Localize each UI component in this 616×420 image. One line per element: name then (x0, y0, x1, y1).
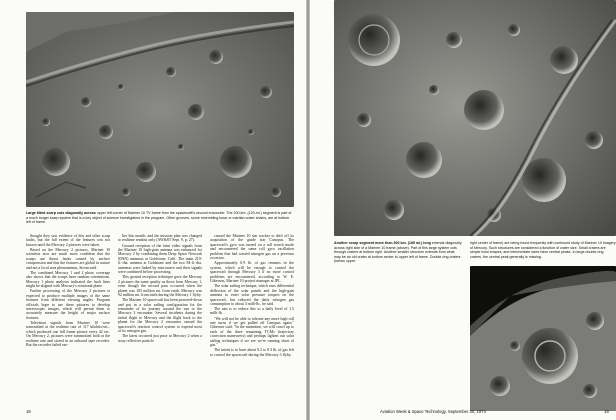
photo-caption-main: Another scarp segment more than 300 km. (185 mi.) long extends diagonally across right side of a Mariner 10 frame (above). Part of this large system cuts through craters at bottom right. Another smaller structure extends from what may be an old crater at bottom center to upper left of frame. Double-ring craters (below, upper (334, 241, 462, 263)
left-page (0, 0, 306, 420)
article-column-2: lier this month, and the mission plan was changed to realtime readout only (AW&ST Sept. 9, p. 27). Ground reception of the faint video signals from the Mariner 10 high-gain antenna was enhanced for Mercury 2 by combining them Deep Space Network (DSN) antennas at Goldstone, Calif. The main 210-ft.-dia. antenna at Goldstone and the two 84-ft.-dia. antennas were linked by microwave and their signals were combined before processing. This ground reception technique gave the Mercury 2 pictures the same quality as those from Mercury 1, even though the second pass occurred when the planet was 105 million mi. from earth. Mercury was 92 million mi. from earth during the Mercury 1 flyby. The Mariner 10 spacecraft has been powered-down and put in a solar sailing configuration for the remainder of its journey around the sun to the Mercury 3 encounter. Several incidents during the initial flight to Mercury and the flight back to the planet for the Mercury 2 encounter caused the spacecraft's reaction control system to expend most of its nitrogen gas. The latest occurred just prior to Mercury 2 when a stray reflective particle (118, 234, 202, 343)
photo-caption: Large tilted scarp cuts diagonally across upper left corner of Mariner 10 TV frame from the spacecraft's second encounter. The 200-km. (120-mi.) segment is part of a much longer scarp system that is a key object of science investigators in the program. Other grooves, some resembling lunar or martian crater chains, are at bottom left of frame. (26, 211, 292, 224)
page-number-left: 18 (26, 409, 31, 414)
article-column-3: caused the Mariner 10 star tracker to drift off its acquisition of the guide star Canopus. The spacecraft's gyro was turned on a roll search mode and encountered the same roll gyro oscillation problem that had wasted nitrogen gas on a previous occasion. Approximately 0.9 lb. of gas remains in the system, which will be enough to control the spacecraft through Mercury 3 if no more control problems are encountered, according to W. E. Giberson, Mariner 10 project manager at JPL. The solar sailing technique, which uses differential deflection of the solar panels and the high-gain antenna to exert solar pressure torques on the spacecraft, has reduced the daily nitrogen gas consumption to about 3 milli-lb., he said. The aim is to reduce this to a daily level of 1.5 milli-lb. "We will not be able to tolerate any more high roll rate turns if we get pulled off Canopus again," Giberson said. "In the meantime, we will crawl up to each of the three remaining TCMs (trajectory correction maneuvers) and perhaps lighten our solar sailing techniques if we see we're running short of gas." The intent is to have about 0.2 to 0.3 lb. of gas left to control the spacecraft during the Mercury 3 flyby. (210, 234, 294, 357)
article-column-1: thought they saw evidence of this and other scarp faults, but the full extent of the features was not known until the Mercury 2 pictures were taken. Based on the Mercury 2 pictures, Mariner 10 scientists now are much more confident that the scarps are thrust faults caused by surface compression and that the features are global in nature and not a local area phenomenon, Strom said. The combined Mercury 1 and 2 photo coverage also shows that the scarps have random orientations. Mercury 1 photo analyses indicated the fault lines might be aligned with Mercury's rotational plane. Further processing of the Mercury 2 pictures is expected to produce multiple images of the same features from different viewing angles. Program officials hope to use these pictures to develop stereoscopic images, which will permit them to accurately measure the height of major surface features. Television signals from Mariner 10 were transmitted at the realtime rate of 117 kilobits/sec., which produced one full frame picture every 42 sec. On Mercury 2, pictures were transmitted both at the realtime rate and stored in an onboard tape recorder. But the recorder failed ear- (26, 234, 110, 348)
page-number-right: 19 (604, 409, 609, 414)
mercury-scarp-photo-1 (26, 12, 294, 207)
mercury-scarp-photo-2 (334, 0, 616, 236)
mercury-double-ring-crater-photo (470, 266, 616, 411)
right-page (310, 0, 616, 420)
photo-caption-continued: right center of frame) are being found frequently with continued study of Mariner 10 imagery of Mercury. Such structures are considered a function of crater size. Small craters are simple bowl shapes, and intermediate sizes have central peaks. In large double-ring craters, the central peak generally is missing. (470, 241, 616, 259)
magazine-footer: Aviation Week & Space Technology, September 30, 1974 (380, 409, 486, 414)
